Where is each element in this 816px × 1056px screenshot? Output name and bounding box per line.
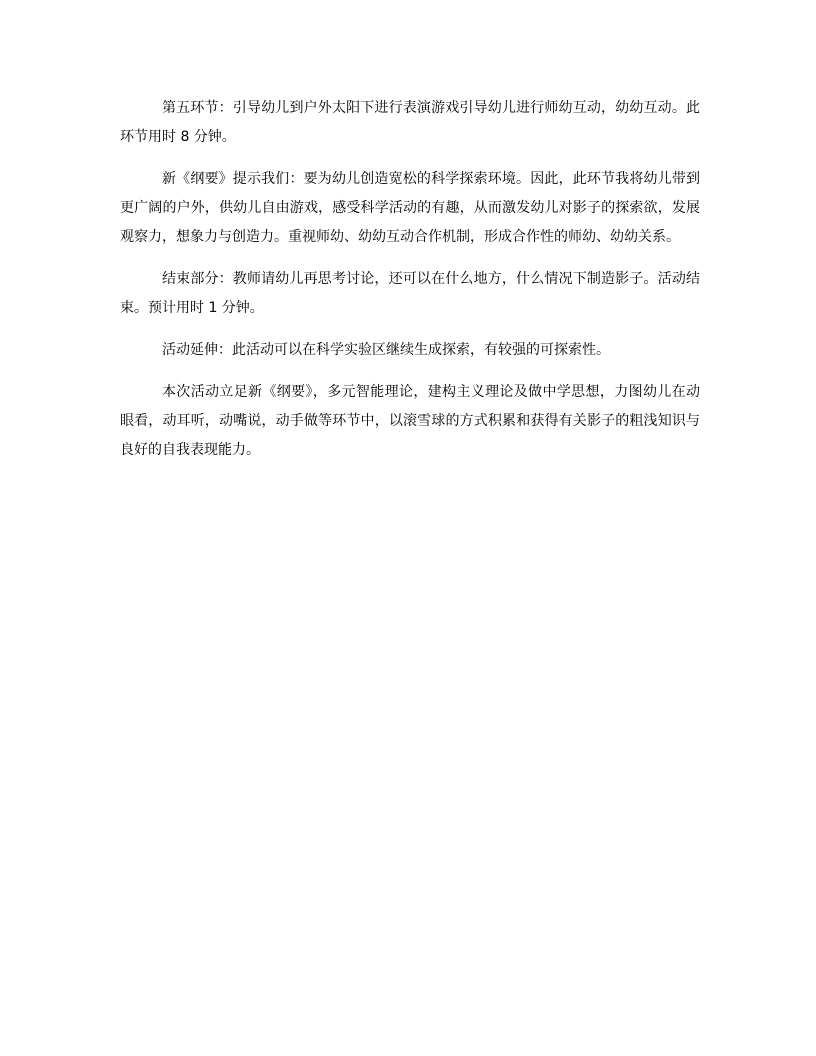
paragraph-summary: 本次活动立足新《纲要》，多元智能理论，建构主义理论及做中学思想，力图幼儿在动眼看，动耳听，动嘴说，动手做等环节中，以滚雪球的方式积累和获得有关影子的粗浅知识与良好的自我表现能力。 xyxy=(120,384,700,458)
paragraph-ending: 结束部分：教师请幼儿再思考讨论，还可以在什么地方，什么情况下制造影子。活动结束。预计用时 1 分钟。 xyxy=(120,271,700,316)
paragraph-extension: 活动延伸：此活动可以在科学实验区继续生成探索，有较强的可探索性。 xyxy=(162,342,610,358)
paragraph-guideline: 新《纲要》提示我们：要为幼儿创造宽松的科学探索环境。因此，此环节我将幼儿带到更广阔的户外，供幼儿自由游戏，感受科学活动的有趣，从而激发幼儿对影子的探索欲，发展观察力，想象力与创造力。重视师幼、幼幼互动合作机制，形成合作性的师幼、幼幼关系。 xyxy=(120,171,700,245)
paragraph-section-five: 第五环节：引导幼儿到户外太阳下进行表演游戏引导幼儿进行师幼互动，幼幼互动。此环节用时 8 分钟。 xyxy=(120,100,700,145)
document-page xyxy=(120,94,700,478)
